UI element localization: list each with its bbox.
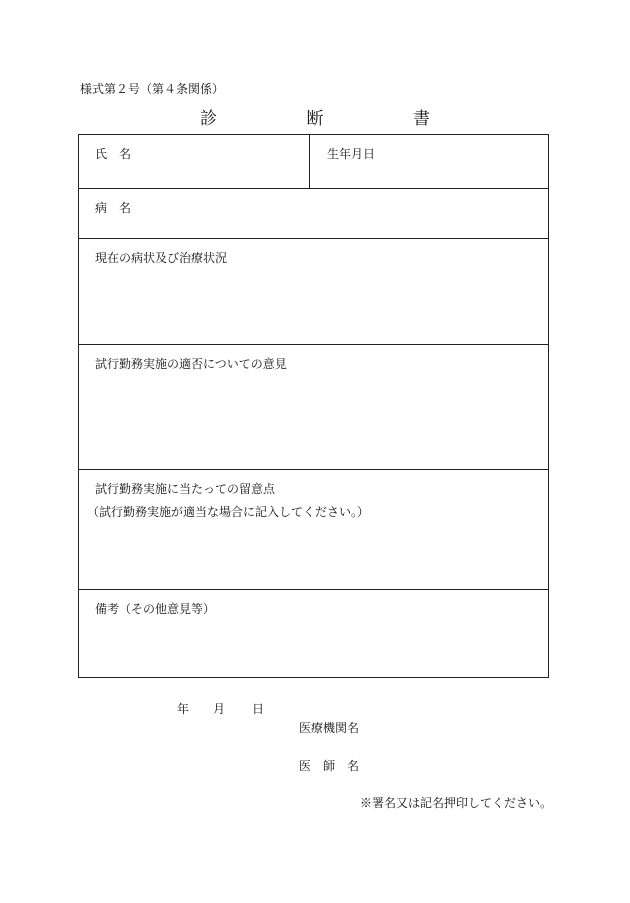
notes-sub-label: （試行勤務実施が適当な場合に記入してください。） — [87, 505, 370, 519]
disease-label: 病 名 — [95, 201, 132, 215]
condition-label: 現在の病状及び治療状況 — [95, 251, 228, 265]
disease-row — [79, 189, 548, 239]
date-year-label: 年 — [177, 702, 190, 716]
remarks-row — [79, 590, 548, 677]
document-title — [200, 104, 430, 129]
opinion-label: 試行勤務実施の適否についての意見 — [95, 357, 287, 371]
name-birthdate-row — [79, 135, 548, 189]
condition-row — [79, 239, 548, 345]
signature-note: ※署名又は記名押印してください。 — [360, 796, 553, 810]
birthdate-label: 生年月日 — [327, 147, 376, 161]
opinion-row — [79, 345, 548, 470]
title-char-1: 診 — [200, 109, 217, 129]
form-number: 様式第２号（第４条関係） — [80, 82, 225, 96]
notes-row — [79, 470, 548, 590]
date-month-label: 月 — [213, 702, 226, 716]
notes-label: 試行勤務実施に当たっての留意点 — [95, 482, 276, 496]
column-divider — [309, 135, 310, 189]
doctor-label: 医 師 名 — [299, 759, 360, 773]
remarks-label: 備考（その他意見等） — [95, 602, 216, 616]
certificate-form-table — [78, 134, 549, 678]
name-label: 氏 名 — [95, 147, 132, 161]
title-char-2: 断 — [306, 109, 324, 129]
institution-label: 医療機関名 — [299, 721, 360, 735]
title-char-3: 書 — [413, 109, 430, 129]
date-day-label: 日 — [252, 702, 265, 716]
